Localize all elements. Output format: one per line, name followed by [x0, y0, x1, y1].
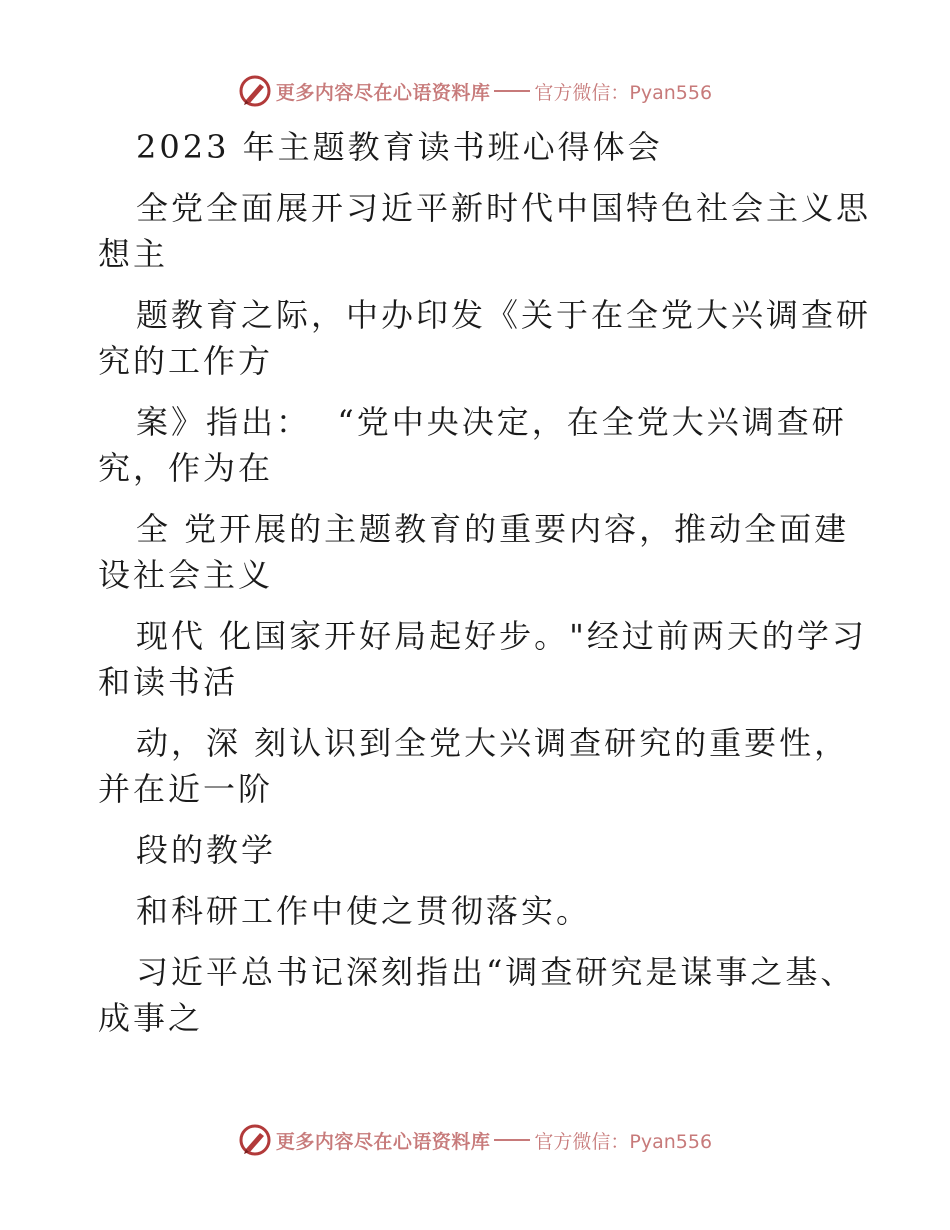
doc-line: 想主 — [98, 235, 169, 273]
doc-line: 和科研工作中使之贯彻落实。 — [136, 892, 592, 930]
doc-line: 究，作为在 — [98, 449, 274, 487]
doc-line: 段的教学 — [136, 831, 277, 869]
doc-line: 和读书活 — [98, 663, 239, 701]
doc-line: 习近平总书记深刻指出“调查研究是谋事之基、 — [136, 953, 856, 991]
banner-text: 更多内容尽在心语资料库 — [275, 81, 491, 104]
banner-dash — [494, 1139, 530, 1141]
doc-line: 动，深 刻认识到全党大兴调查研究的重要性， — [136, 724, 850, 762]
doc-line: 题教育之际，中办印发《关于在全党大兴调查研 — [136, 296, 872, 334]
doc-line: 设社会主义 — [98, 556, 274, 594]
doc-line: 并在近一阶 — [98, 770, 274, 808]
doc-line: 究的工作方 — [98, 342, 274, 380]
banner-text: 更多内容尽在心语资料库 — [275, 1130, 491, 1153]
doc-line: 全 党开展的主题教育的重要内容，推动全面建 — [136, 510, 850, 548]
doc-line: 现代 化国家开好局起好步。"经过前两天的学习 — [136, 617, 867, 655]
footer-watermark-banner — [0, 1120, 950, 1160]
header-watermark-banner — [0, 71, 950, 111]
doc-line: 案》指出： “党中央决定，在全党大兴调查研 — [136, 403, 847, 441]
pen-logo-icon — [238, 74, 272, 108]
doc-line: 全党全面展开习近平新时代中国特色社会主义思 — [136, 189, 872, 227]
document-body — [98, 124, 872, 1041]
banner-dash — [494, 90, 530, 92]
doc-line: 成事之 — [98, 999, 204, 1037]
banner-wechat: 官方微信：Pyan556 — [534, 81, 713, 104]
pen-logo-icon — [238, 1123, 272, 1157]
doc-title: 2023 年主题教育读书班心得体会 — [136, 128, 663, 166]
banner-wechat: 官方微信：Pyan556 — [534, 1130, 713, 1153]
